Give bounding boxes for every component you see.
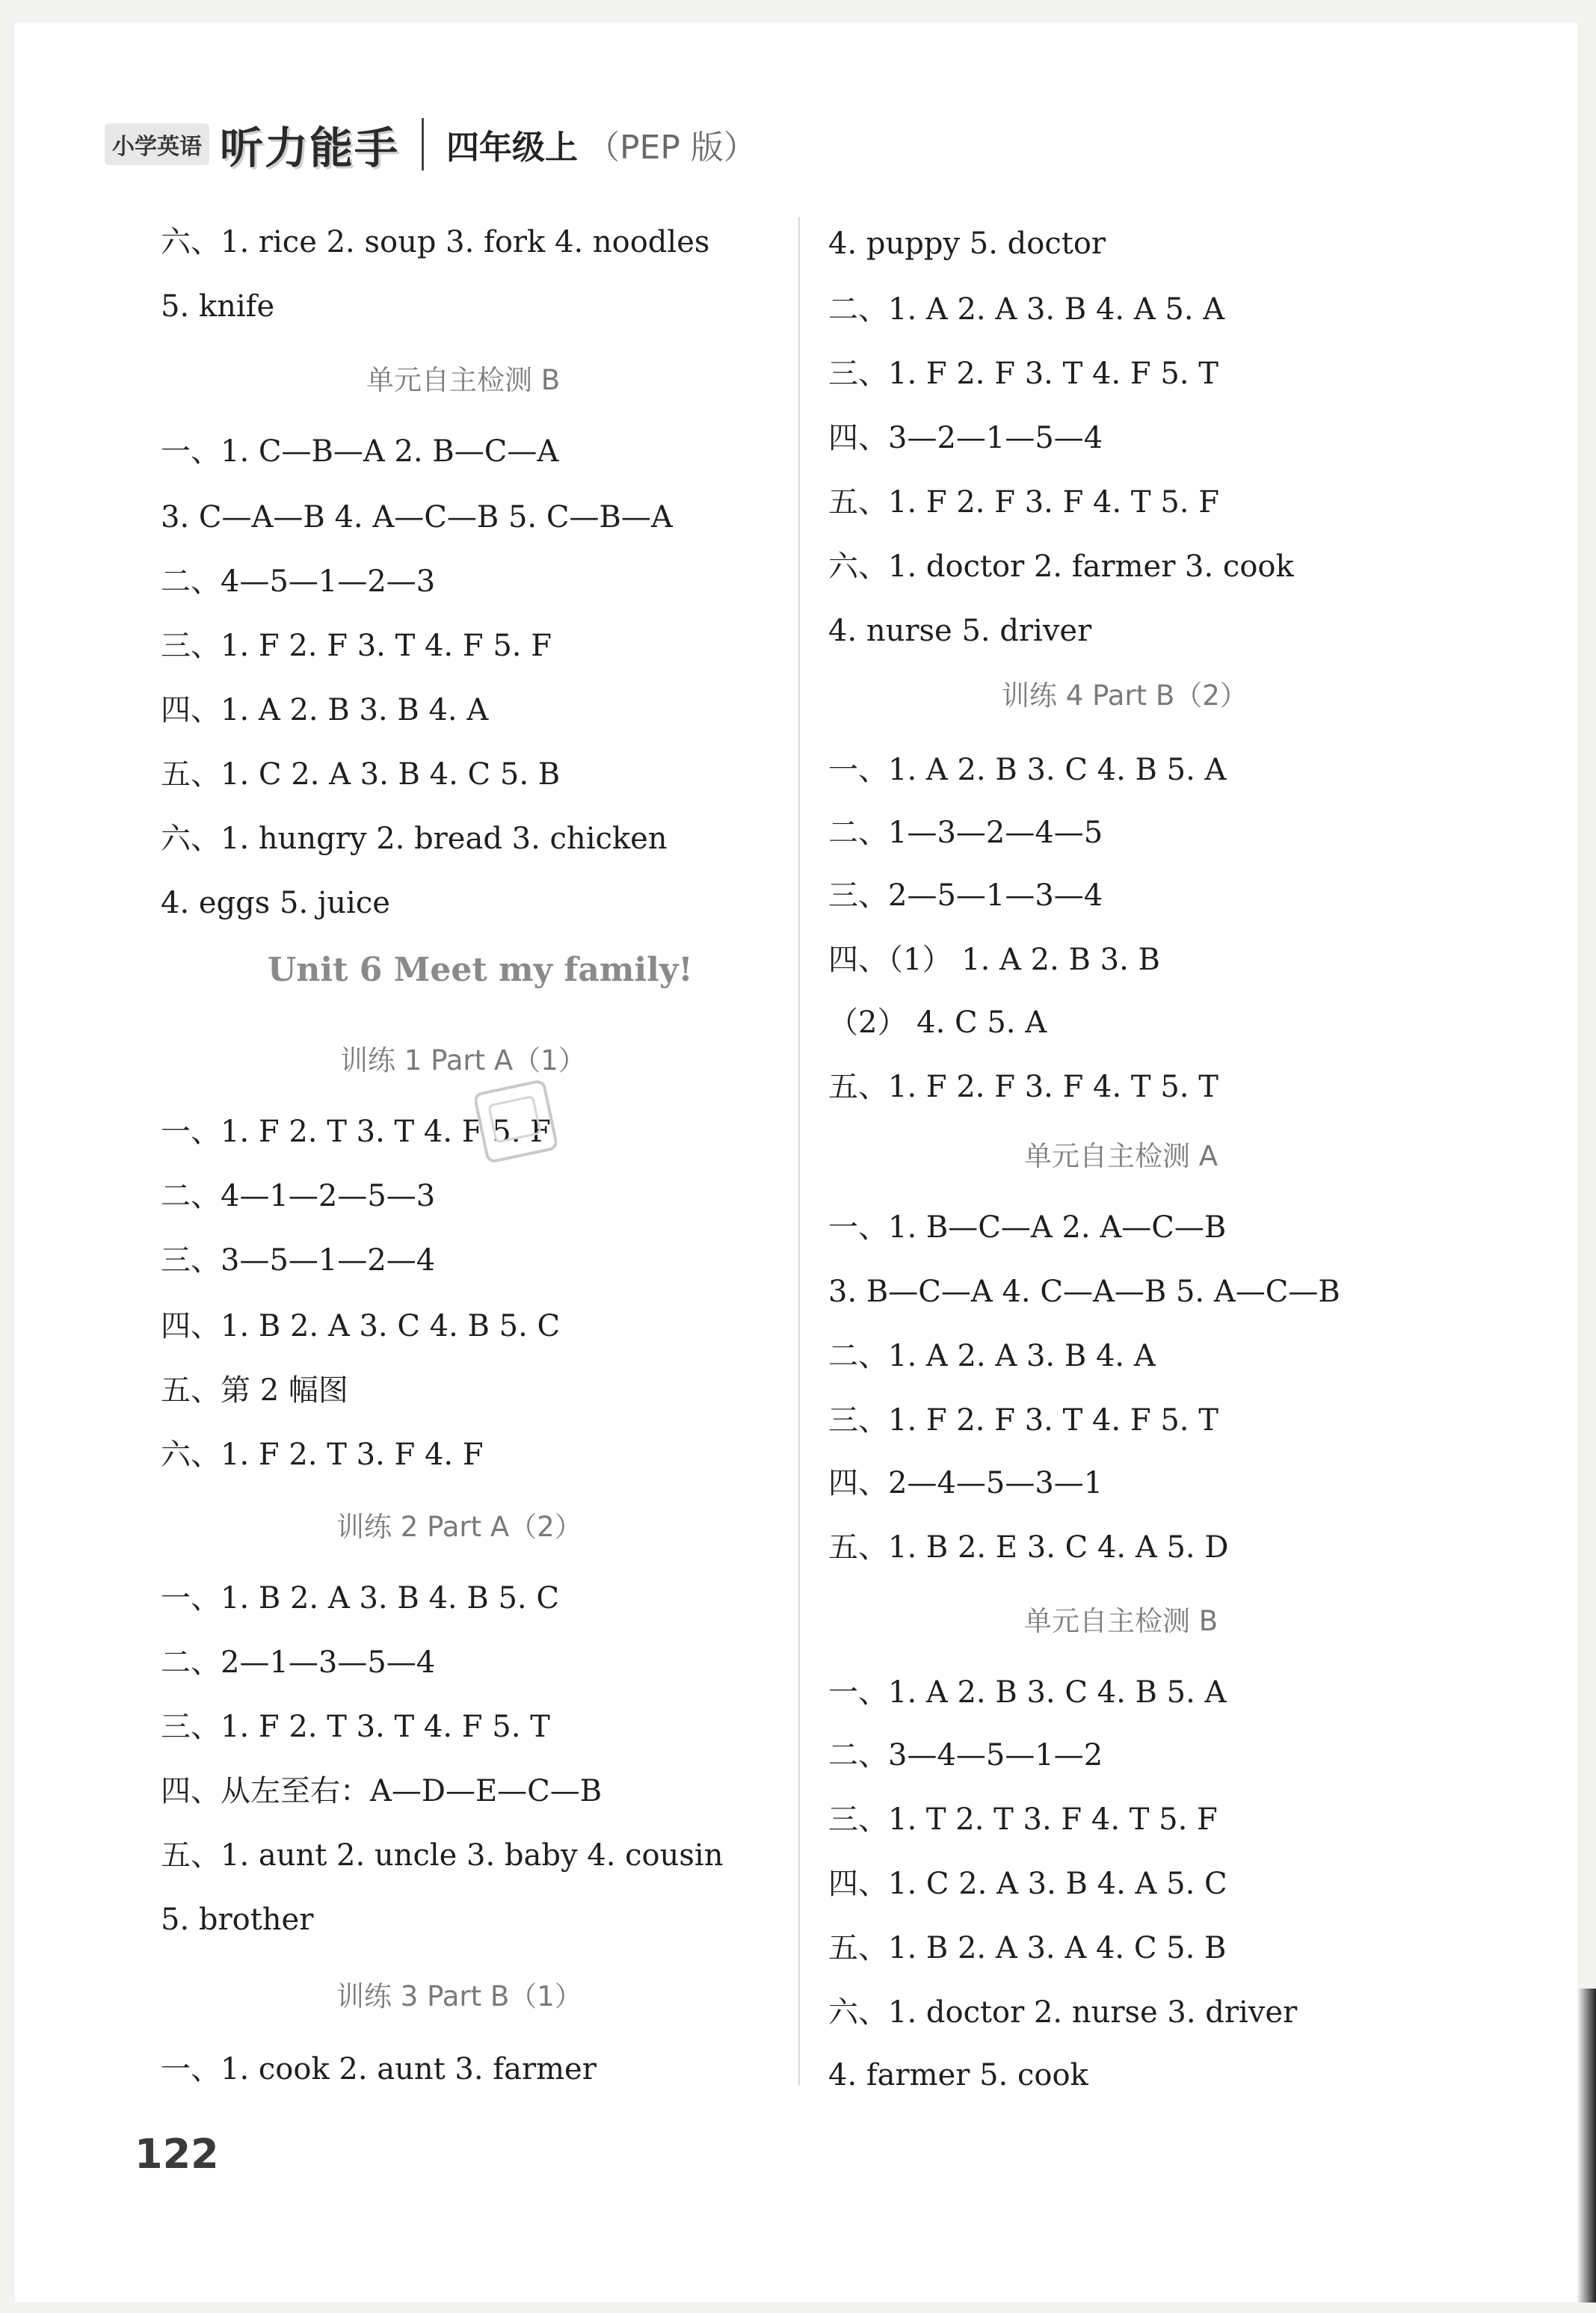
header-separator: [422, 118, 424, 170]
answer-line: 五、1. aunt 2. uncle 3. baby 4. cousin: [161, 1838, 724, 1873]
answer-line: 五、1. C 2. A 3. B 4. C 5. B: [161, 757, 561, 792]
column-divider: [798, 217, 800, 2086]
answer-line: 六、1. doctor 2. farmer 3. cook: [828, 549, 1294, 584]
answer-line: （2） 4. C 5. A: [828, 1005, 1047, 1040]
series-label: 小学英语: [105, 123, 209, 165]
answer-line: 二、4—1—2—5—3: [161, 1179, 436, 1213]
answer-line: 五、第 2 幅图: [161, 1373, 348, 1408]
answer-line: 4. puppy 5. doctor: [828, 227, 1106, 261]
answer-line: 三、1. F 2. F 3. T 4. F 5. T: [828, 357, 1218, 391]
answer-line: 3. C—A—B 4. A—C—B 5. C—B—A: [161, 500, 673, 535]
answer-line: 三、1. T 2. T 3. F 4. T 5. F: [828, 1802, 1218, 1837]
answer-line: 五、1. B 2. E 3. C 4. A 5. D: [828, 1530, 1229, 1565]
answer-line: 一、1. B—C—A 2. A—C—B: [828, 1210, 1227, 1245]
answer-line: 一、1. cook 2. aunt 3. farmer: [161, 2052, 597, 2086]
page: [15, 22, 1577, 2303]
answer-line: 二、3—4—5—1—2: [828, 1738, 1103, 1773]
answer-line: 5. knife: [161, 289, 275, 324]
answer-line: 五、1. F 2. F 3. F 4. T 5. F: [828, 485, 1219, 520]
section-heading: 训练 1 Part A（1）: [340, 1044, 586, 1077]
answer-line: 一、1. C—B—A 2. B—C—A: [161, 434, 559, 469]
answer-line: 四、2—4—5—3—1: [828, 1466, 1103, 1500]
answer-line: 四、从左至右：A—D—E—C—B: [161, 1774, 603, 1808]
answer-line: 5. brother: [161, 1903, 314, 1937]
section-heading: 训练 2 Part A（2）: [336, 1511, 582, 1543]
answer-line: 二、2—1—3—5—4: [161, 1645, 436, 1680]
answer-line: 4. farmer 5. cook: [828, 2058, 1088, 2092]
edition-label: （PEP 版）: [587, 129, 757, 167]
answer-line: 四、（1） 1. A 2. B 3. B: [828, 943, 1160, 977]
answer-line: 四、3—2—1—5—4: [828, 421, 1103, 455]
brand-logo: 听力能手: [220, 123, 400, 173]
answer-line: 六、1. doctor 2. nurse 3. driver: [828, 1995, 1298, 2030]
answer-line: 五、1. B 2. A 3. A 4. C 5. B: [828, 1931, 1227, 1965]
answer-line: 4. eggs 5. juice: [161, 886, 390, 920]
section-heading: 单元自主检测 A: [1024, 1140, 1218, 1172]
answer-line: 二、1. A 2. A 3. B 4. A 5. A: [828, 292, 1225, 327]
page-number: 122: [135, 2131, 219, 2178]
answer-line: 三、3—5—1—2—4: [161, 1243, 436, 1278]
answer-line: 二、1—3—2—4—5: [828, 816, 1103, 850]
answer-line: 4. nurse 5. driver: [828, 614, 1092, 648]
answer-line: 一、1. A 2. B 3. C 4. B 5. A: [828, 1675, 1227, 1710]
answer-line: 六、1. F 2. T 3. F 4. F: [161, 1438, 484, 1472]
answer-line: 六、1. rice 2. soup 3. fork 4. noodles: [161, 225, 710, 259]
section-heading: 单元自主检测 B: [366, 364, 561, 396]
page-header: [105, 103, 757, 185]
answer-line: 二、4—5—1—2—3: [161, 564, 436, 599]
page-edge-shadow: [1577, 1989, 1596, 2303]
section-heading: 单元自主检测 B: [1024, 1605, 1218, 1637]
answer-line: 三、1. F 2. T 3. T 4. F 5. T: [161, 1710, 550, 1744]
unit-title: Unit 6 Meet my family!: [268, 951, 693, 989]
answer-line: 四、1. A 2. B 3. B 4. A: [161, 693, 489, 727]
answer-line: 六、1. hungry 2. bread 3. chicken: [161, 822, 668, 856]
answer-line: 三、2—5—1—3—4: [828, 878, 1103, 913]
answer-line: 三、1. F 2. F 3. T 4. F 5. T: [828, 1403, 1218, 1438]
answer-line: 三、1. F 2. F 3. T 4. F 5. F: [161, 629, 552, 663]
section-heading: 训练 4 Part B（2）: [1002, 680, 1248, 712]
answer-line: 四、1. B 2. A 3. C 4. B 5. C: [161, 1309, 561, 1343]
answer-line: 五、1. F 2. F 3. F 4. T 5. T: [828, 1070, 1218, 1104]
answer-line: 一、1. A 2. B 3. C 4. B 5. A: [828, 753, 1227, 787]
answer-line: 四、1. C 2. A 3. B 4. A 5. C: [828, 1867, 1227, 1901]
section-heading: 训练 3 Part B（1）: [336, 1980, 582, 2012]
answer-line: 3. B—C—A 4. C—A—B 5. A—C—B: [828, 1275, 1340, 1309]
answer-line: 一、1. F 2. T 3. T 4. F 5. F: [161, 1115, 551, 1149]
answer-line: 一、1. B 2. A 3. B 4. B 5. C: [161, 1581, 559, 1616]
grade-label: 四年级上: [446, 129, 579, 167]
watermark-stamp-icon: [475, 1077, 557, 1166]
answer-line: 二、1. A 2. A 3. B 4. A: [828, 1339, 1156, 1373]
